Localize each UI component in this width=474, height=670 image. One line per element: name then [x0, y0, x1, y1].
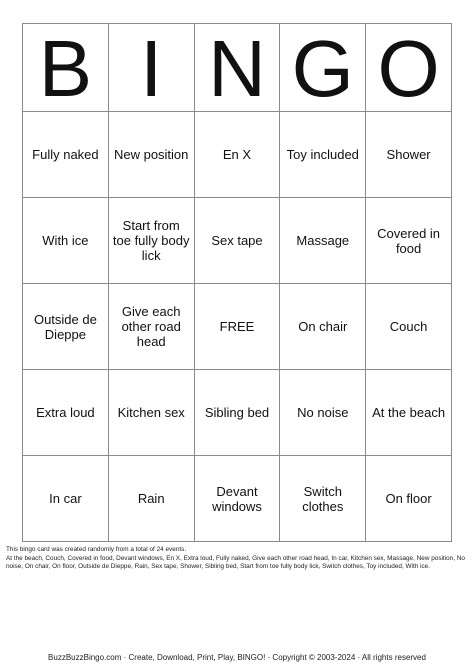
header-letter-b: B — [23, 24, 109, 112]
header-letter-o: O — [366, 24, 452, 112]
bingo-cell: Give each other road head — [108, 284, 194, 370]
bingo-row — [23, 112, 452, 198]
bingo-cell: No noise — [280, 370, 366, 456]
bingo-cell: Rain — [108, 456, 194, 542]
bingo-row — [23, 198, 452, 284]
header-letter-g: G — [280, 24, 366, 112]
bingo-cell: At the beach — [366, 370, 452, 456]
bingo-cell: Toy included — [280, 112, 366, 198]
bingo-cell: Outside de Dieppe — [23, 284, 109, 370]
header-letter-n: N — [194, 24, 280, 112]
bingo-cell: En X — [194, 112, 280, 198]
bingo-cell: Couch — [366, 284, 452, 370]
bingo-cell: Devant windows — [194, 456, 280, 542]
bingo-cell: Covered in food — [366, 198, 452, 284]
bingo-cell: With ice — [23, 198, 109, 284]
card-info-intro: This bingo card was created randomly from a total of 24 events. — [6, 546, 187, 553]
bingo-cell: Shower — [366, 112, 452, 198]
card-info-note — [6, 546, 468, 572]
bingo-cell: Sibling bed — [194, 370, 280, 456]
page-footer: BuzzBuzzBingo.com · Create, Download, Print, Play, BINGO! · Copyright © 2003-2024 · All rights reserved — [48, 653, 426, 662]
bingo-row — [23, 456, 452, 542]
bingo-card — [22, 23, 452, 542]
bingo-cell: Fully naked — [23, 112, 109, 198]
bingo-row — [23, 284, 452, 370]
header-letter-i: I — [108, 24, 194, 112]
free-space-cell: FREE — [194, 284, 280, 370]
bingo-cell: Switch clothes — [280, 456, 366, 542]
bingo-cell: Start from toe fully body lick — [108, 198, 194, 284]
bingo-cell: In car — [23, 456, 109, 542]
bingo-cell: On floor — [366, 456, 452, 542]
bingo-row — [23, 370, 452, 456]
bingo-header-row — [23, 24, 452, 112]
card-info-events: At the beach, Couch, Covered in food, Devant windows, En X, Extra loud, Fully naked, Give each other road head, In car, Kitchen sex, Massage, New position, No noise, On chair, On floor, Outside de Dieppe, Rain, Sex tape, Shower, Sibling bed, Start from toe fully body lick, Switch clothes, Toy included, With ice. — [6, 554, 465, 571]
bingo-cell: Massage — [280, 198, 366, 284]
bingo-cell: On chair — [280, 284, 366, 370]
bingo-cell: Extra loud — [23, 370, 109, 456]
bingo-cell: Kitchen sex — [108, 370, 194, 456]
bingo-cell: Sex tape — [194, 198, 280, 284]
bingo-cell: New position — [108, 112, 194, 198]
